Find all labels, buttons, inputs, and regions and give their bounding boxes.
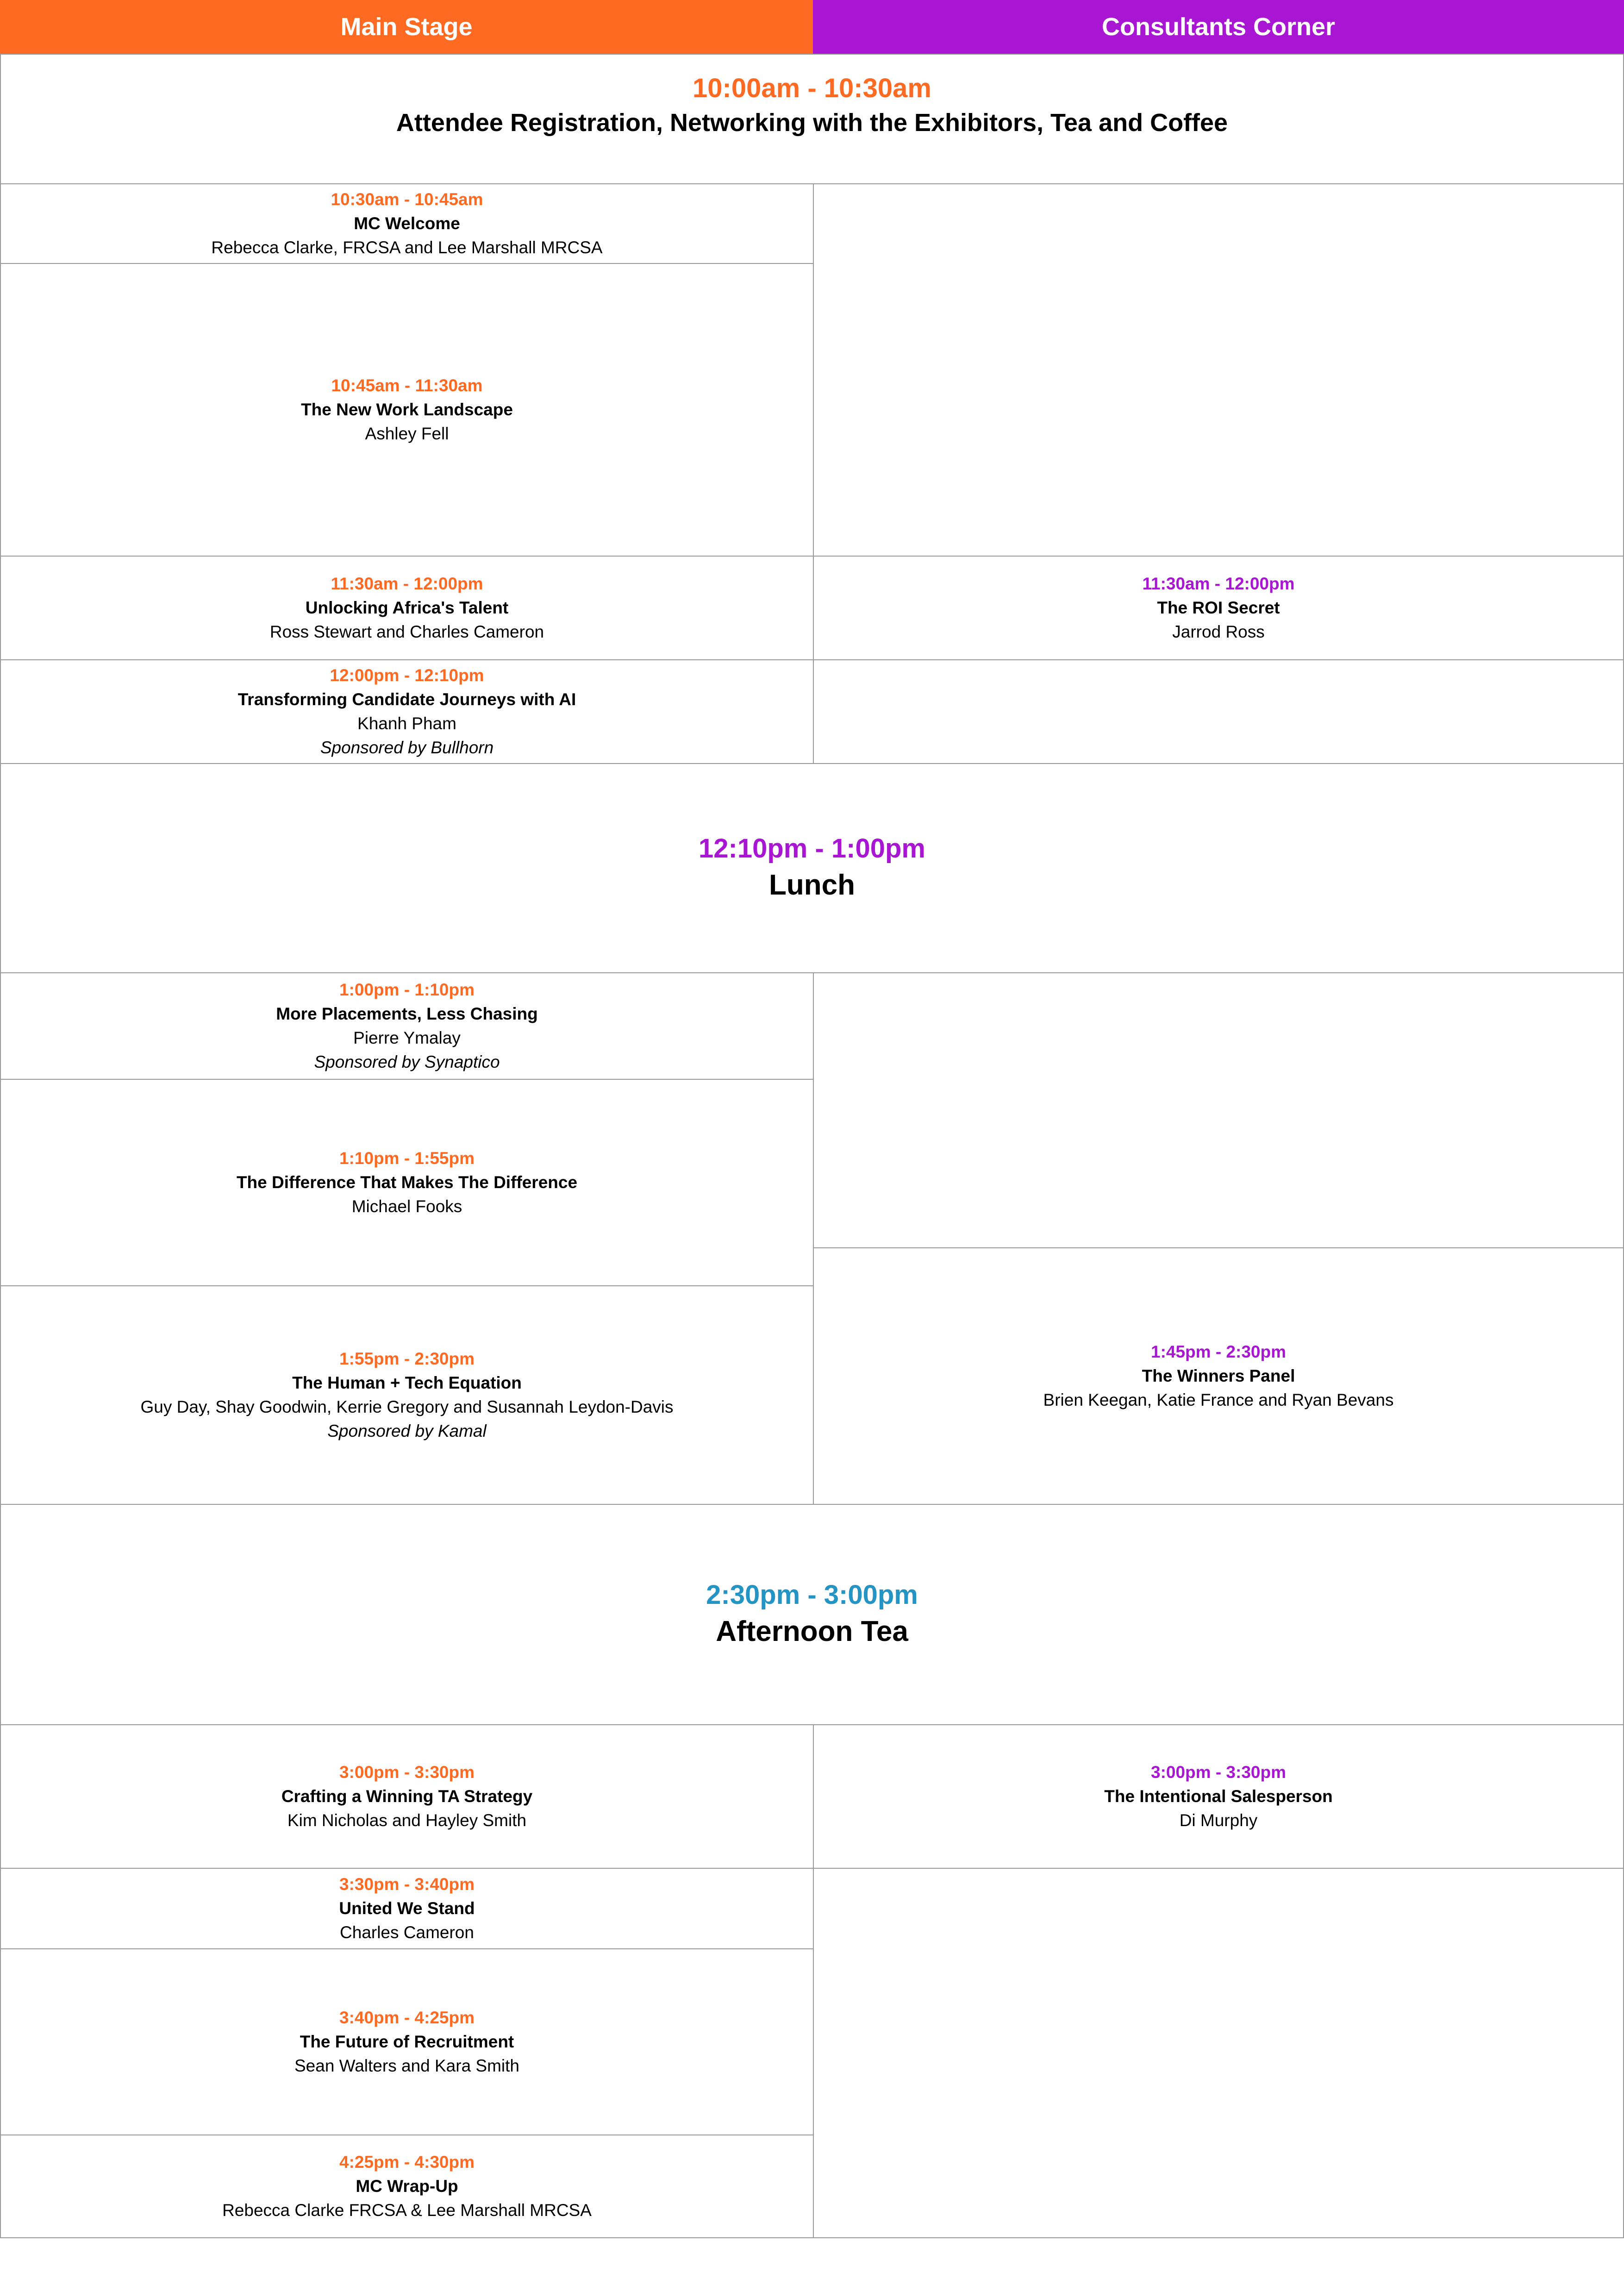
session-new-work-landscape: [0, 263, 814, 557]
session-sponsor: Sponsored by Synaptico: [314, 1052, 500, 1071]
session-title: The Future of Recruitment: [300, 2032, 514, 2051]
session-time: 11:30am - 12:00pm: [331, 574, 483, 593]
session-title: The Human + Tech Equation: [292, 1373, 522, 1392]
session-human-tech-equation: [0, 1285, 814, 1505]
lunch-block: [0, 763, 1624, 973]
session-difference-that-makes-difference: [0, 1079, 814, 1286]
session-time: 3:40pm - 4:25pm: [339, 2008, 475, 2027]
session-speakers: Kim Nicholas and Hayley Smith: [287, 1811, 527, 1830]
session-speakers: Michael Fooks: [351, 1197, 462, 1216]
session-united-we-stand: [0, 1868, 814, 1949]
session-time: 3:00pm - 3:30pm: [1151, 1763, 1286, 1782]
session-speakers: Guy Day, Shay Goodwin, Kerrie Gregory and Susannah Leydon-Davis: [140, 1397, 674, 1416]
session-title: MC Wrap-Up: [356, 2177, 458, 2196]
session-speakers: Di Murphy: [1179, 1811, 1258, 1830]
session-title: The ROI Secret: [1157, 598, 1280, 617]
session-time: 10:30am - 10:45am: [331, 190, 483, 209]
session-unlocking-africas-talent: [0, 556, 814, 660]
session-time: 1:45pm - 2:30pm: [1151, 1342, 1286, 1361]
session-time: 3:30pm - 3:40pm: [339, 1875, 475, 1894]
lunch-title: Lunch: [769, 869, 855, 901]
consultants-empty-slot: [813, 1868, 1624, 2238]
consultants-corner-header: Consultants Corner: [813, 0, 1624, 54]
afternoon-tea-block: [0, 1504, 1624, 1725]
session-speakers: Pierre Ymalay: [353, 1028, 461, 1047]
session-winners-panel: [813, 1247, 1624, 1505]
session-mc-welcome: [0, 183, 814, 264]
session-time: 1:55pm - 2:30pm: [339, 1349, 475, 1368]
consultants-empty-slot: [813, 183, 1624, 557]
session-speakers: Ashley Fell: [365, 424, 449, 443]
registration-title: Attendee Registration, Networking with the Exhibitors, Tea and Coffee: [396, 109, 1228, 137]
session-future-of-recruitment: [0, 1948, 814, 2135]
session-title: The Winners Panel: [1142, 1366, 1295, 1385]
session-title: United We Stand: [339, 1899, 475, 1918]
session-title: The Intentional Salesperson: [1104, 1787, 1333, 1806]
session-time: 4:25pm - 4:30pm: [339, 2153, 475, 2172]
session-speakers: Ross Stewart and Charles Cameron: [269, 622, 544, 641]
session-speakers: Rebecca Clarke FRCSA & Lee Marshall MRCSA: [222, 2201, 592, 2220]
session-title: MC Welcome: [354, 214, 460, 233]
session-sponsor: Sponsored by Bullhorn: [320, 738, 494, 757]
session-time: 10:45am - 11:30am: [331, 376, 483, 395]
session-winning-ta-strategy: [0, 1724, 814, 1869]
session-roi-secret: [813, 556, 1624, 660]
session-time: 12:00pm - 12:10pm: [330, 666, 484, 685]
afternoon-tea-time: 2:30pm - 3:00pm: [706, 1580, 918, 1610]
session-time: 3:00pm - 3:30pm: [339, 1763, 475, 1782]
session-title: The New Work Landscape: [301, 400, 513, 419]
session-time: 11:30am - 12:00pm: [1142, 574, 1295, 593]
afternoon-tea-title: Afternoon Tea: [716, 1615, 908, 1647]
session-title: More Placements, Less Chasing: [276, 1004, 538, 1023]
session-title: Transforming Candidate Journeys with AI: [237, 690, 576, 709]
session-speakers: Charles Cameron: [340, 1923, 474, 1942]
session-title: The Difference That Makes The Difference: [236, 1173, 578, 1192]
session-speakers: Brien Keegan, Katie France and Ryan Bevans: [1043, 1390, 1394, 1409]
main-stage-header: Main Stage: [0, 0, 813, 54]
session-transforming-candidate-journeys: [0, 659, 814, 764]
session-title: Unlocking Africa's Talent: [305, 598, 509, 617]
session-speakers: Jarrod Ross: [1172, 622, 1265, 641]
registration-time: 10:00am - 10:30am: [693, 73, 931, 103]
session-time: 1:00pm - 1:10pm: [339, 980, 475, 999]
session-more-placements: [0, 972, 814, 1080]
session-speakers: Khanh Pham: [357, 714, 456, 733]
registration-block: [0, 54, 1624, 184]
session-mc-wrap-up: [0, 2135, 814, 2238]
consultants-empty-slot: [813, 659, 1624, 764]
session-speakers: Rebecca Clarke, FRCSA and Lee Marshall MRCSA: [211, 238, 603, 257]
session-sponsor: Sponsored by Kamal: [327, 1421, 487, 1440]
lunch-time: 12:10pm - 1:00pm: [699, 833, 925, 864]
session-intentional-salesperson: [813, 1724, 1624, 1869]
session-speakers: Sean Walters and Kara Smith: [294, 2056, 520, 2075]
session-time: 1:10pm - 1:55pm: [339, 1149, 475, 1168]
consultants-empty-slot: [813, 972, 1624, 1248]
session-title: Crafting a Winning TA Strategy: [281, 1787, 533, 1806]
